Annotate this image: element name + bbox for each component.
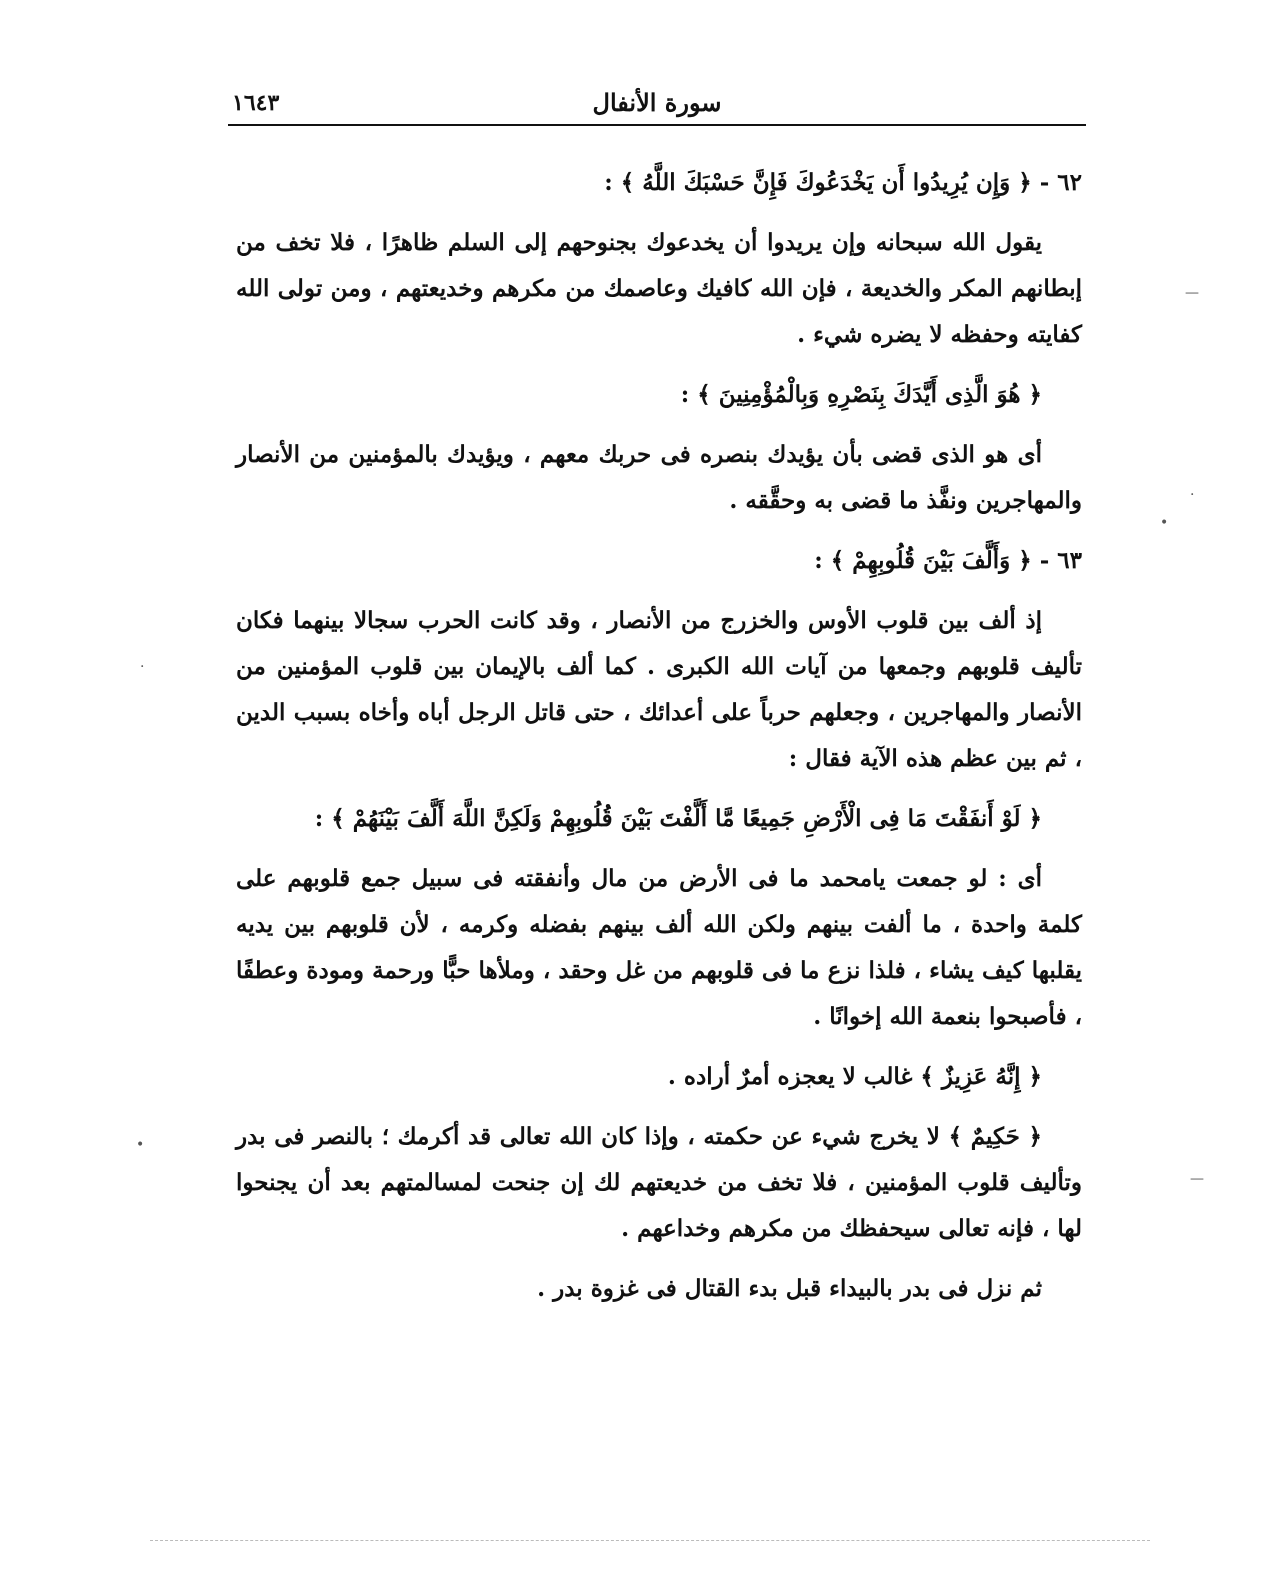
scan-mark: — [1185, 285, 1199, 301]
page-body [236, 160, 1082, 1326]
surah-title: سورة الأنفال [592, 88, 722, 117]
commentary-paragraph: إذ ألف بين قلوب الأوس والخزرج من الأنصار ، وقد كانت الحرب سجالا بينهما فكان تأليف قلوبهم وجمعها من آيات الله الكبرى . كما ألف بالإيمان بين قلوب المؤمنين من الأنصار والمهاجرين ، وجعلهم حرباً على أعدائك ، حتى قاتل الرجل أباه وأخاه بسبب الدين ، ثم بين عظم هذه الآية فقال : [236, 607, 1082, 772]
verse-heading-62: ٦٢ - ﴿ وَإِن يُرِيدُوا أَن يَخْدَعُوكَ فَإِنَّ حَسْبَكَ اللَّهُ ﴾ : [604, 169, 1082, 196]
page-number: ١٦٤٣ [232, 90, 280, 116]
verse-quote: ﴿ لَوْ أَنفَقْتَ مَا فِى الْأَرْضِ جَمِيعًا مَّا أَلَّفْتَ بَيْنَ قُلُوبِهِمْ وَلَكِنَّ اللَّهَ أَلَّفَ بَيْنَهُمْ ﴾ : [314, 805, 1042, 832]
page-header [228, 84, 1086, 126]
verse-quote: ﴿ هُوَ الَّذِى أَيَّدَكَ بِنَصْرِهِ وَبِالْمُؤْمِنِينَ ﴾ : [680, 381, 1042, 408]
scan-mark: · [140, 659, 145, 675]
commentary-paragraph: ﴿ حَكِيمٌ ﴾ لا يخرج شيء عن حكمته ، وإذا كان الله تعالى قد أكرمك ؛ بالنصر فى بدر وتأليف قلوب المؤمنين ، فلا تخف من خديعتهم لك إن جنحت لمسالمتهم بعد أن يجنحوا لها ، فإنه تعالى سيحفظك من مكرهم وخداعهم . [236, 1123, 1082, 1242]
scan-mark: · [1190, 487, 1195, 503]
commentary-paragraph: ثم نزل فى بدر بالبيداء قبل بدء القتال فى غزوة بدر . [537, 1275, 1042, 1302]
scan-mark: — [1190, 1171, 1204, 1187]
commentary-paragraph: أى : لو جمعت يامحمد ما فى الأرض من مال وأنفقته فى سبيل جمع قلوبهم على كلمة واحدة ، ما ألفت بينهم ولكن الله ألف بينهم بفضله وكرمه ، لأن قلوبهم بين يديه يقلبها كيف يشاء ، فلذا نزع ما فى قلوبهم من غل وحقد ، وملأها حبًّا ورحمة ومودة وعطفًا ، فأصبحوا بنعمة الله إخوانًا . [236, 865, 1082, 1030]
commentary-paragraph: أى هو الذى قضى بأن يؤيدك بنصره فى حربك معهم ، ويؤيدك بالمؤمنين من الأنصار والمهاجرين ونفَّذ ما قضى به وحقَّقه . [236, 441, 1082, 514]
verse-heading-63: ٦٣ - ﴿ وَأَلَّفَ بَيْنَ قُلُوبِهِمْ ﴾ : [814, 547, 1082, 574]
commentary-paragraph: يقول الله سبحانه وإن يريدوا أن يخدعوك بجنوحهم إلى السلم ظاهرًا ، فلا تخف من إبطانهم المكر والخديعة ، فإن الله كافيك وعاصمك من مكرهم وخديعتهم ، ومن تولى الله كفايته وحفظه لا يضره شيء . [236, 229, 1082, 348]
commentary-paragraph: ﴿ إِنَّهُ عَزِيزٌ ﴾ غالب لا يعجزه أمرٌ أراده . [667, 1063, 1042, 1090]
scan-mark: • [1160, 515, 1169, 531]
scan-edge-line [150, 1540, 1150, 1541]
scan-mark: • [136, 1137, 145, 1153]
